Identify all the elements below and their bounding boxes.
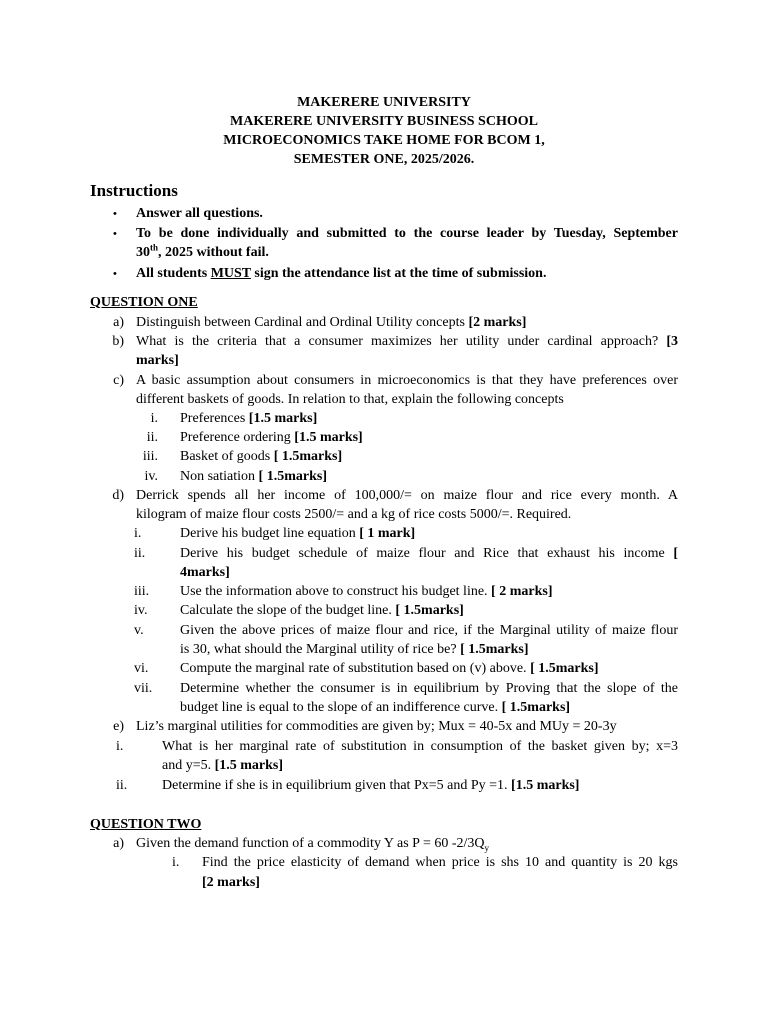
q1-b-text-line2: marks]: [136, 353, 179, 368]
bullet-icon: •: [113, 228, 117, 240]
q1-e-item: What is her marginal rate of substitution in consumption of the basket given by; x=3: [162, 739, 678, 754]
list-label: iv.: [134, 603, 148, 618]
q1-b-text-line1: What is the criteria that a consumer maximizes her utility under cardinal approach? [3: [136, 334, 678, 349]
list-label: ii.: [146, 430, 158, 445]
list-label: vi.: [134, 661, 149, 676]
q1-d-text-line2: kilogram of maize flour costs 2500/= and a kg of rice costs 5000/=. Required.: [136, 507, 572, 522]
bullet-icon: •: [113, 268, 117, 280]
list-label: v.: [134, 623, 144, 638]
q1-d-text-line1: Derrick spends all her income of 100,000/= on maize flour and rice every month. A: [136, 488, 678, 503]
list-label: iv.: [144, 469, 158, 484]
list-label: i.: [150, 411, 158, 426]
q1-e-text: Liz’s marginal utilities for commodities are given by; Mux = 40-5x and MUy = 20-3y: [136, 719, 617, 734]
q1-c-item: Basket of goods [ 1.5marks]: [180, 449, 343, 464]
instruction-1: Answer all questions.: [136, 206, 263, 221]
question-two-heading: QUESTION TWO: [90, 817, 202, 832]
q1-d-item-cont: budget line is equal to the slope of an indifference curve. [ 1.5marks]: [180, 700, 571, 715]
semester-line: SEMESTER ONE, 2025/2026.: [293, 152, 475, 167]
q1-e-item: Determine if she is in equilibrium given that Px=5 and Py =1. [1.5 marks]: [162, 778, 580, 793]
q1-c-item: Preference ordering [1.5 marks]: [180, 430, 363, 445]
q1-c-item: Non satiation [ 1.5marks]: [180, 469, 327, 484]
q1-d-item: Determine whether the consumer is in equilibrium by Proving that the slope of the: [180, 681, 678, 696]
q2-i-text: Find the price elasticity of demand when price is shs 10 and quantity is 20 kgs: [202, 855, 678, 870]
q1-c-text-line1: A basic assumption about consumers in microeconomics is that they have preferences over: [136, 373, 678, 388]
q2-a-text: Given the demand function of a commodity Y as P = 60 $-2/3Q_y$: [136, 836, 489, 853]
list-label: i.: [172, 855, 180, 870]
bullet-icon: •: [113, 208, 117, 220]
course-title: MICROECONOMICS TAKE HOME FOR BCOM 1,: [223, 133, 545, 148]
q1-e-item-cont: and y=5. [1.5 marks]: [162, 758, 284, 773]
university-name: MAKERERE UNIVERSITY: [297, 95, 471, 110]
list-label: iii.: [142, 449, 158, 464]
q1-d-item: Given the above prices of maize flour and rice, if the Marginal utility of maize flour: [180, 623, 678, 638]
list-label: iii.: [134, 584, 150, 599]
q1-d-item: Compute the marginal rate of substitution based on (v) above. [ 1.5marks]: [180, 661, 599, 676]
list-label: e): [113, 719, 124, 734]
list-label: ii.: [116, 778, 128, 793]
list-label: a): [113, 836, 124, 851]
instruction-2-line2: 30th, 2025 without fail.: [136, 242, 269, 260]
list-label: a): [113, 315, 124, 330]
question-one-heading: QUESTION ONE: [90, 295, 198, 310]
q1-c-item: Preferences [1.5 marks]: [180, 411, 318, 426]
list-label: i.: [116, 739, 124, 754]
list-label: d): [112, 488, 124, 503]
q1-d-item-cont: is 30, what should the Marginal utility of rice be? [ 1.5marks]: [180, 642, 529, 657]
list-label: ii.: [134, 546, 146, 561]
q2-i-marks: [2 marks]: [202, 875, 260, 890]
q1-a-text: Distinguish between Cardinal and Ordinal Utility concepts [2 marks]: [136, 315, 527, 330]
q1-c-text-line2: different baskets of goods. In relation to that, explain the following concepts: [136, 392, 564, 407]
list-label: c): [113, 373, 124, 388]
list-label: vii.: [134, 681, 153, 696]
school-name: MAKERERE UNIVERSITY BUSINESS SCHOOL: [230, 114, 538, 129]
instruction-2-line1: To be done individually and submitted to the course leader by Tuesday, September: [136, 226, 678, 241]
instruction-3: All students MUST sign the attendance list at the time of submission.: [136, 266, 547, 281]
q1-d-item-marks: 4marks]: [180, 565, 230, 580]
list-label: b): [112, 334, 124, 349]
instructions-heading: Instructions: [90, 181, 178, 200]
list-label: i.: [134, 526, 142, 541]
q1-d-item: Use the information above to construct his budget line. [ 2 marks]: [180, 584, 553, 599]
q1-d-item: Calculate the slope of the budget line. [ 1.5marks]: [180, 603, 464, 618]
q1-d-item: Derive his budget schedule of maize flour and Rice that exhaust his income [: [180, 546, 678, 561]
q1-d-item: Derive his budget line equation [ 1 mark]: [180, 526, 416, 541]
